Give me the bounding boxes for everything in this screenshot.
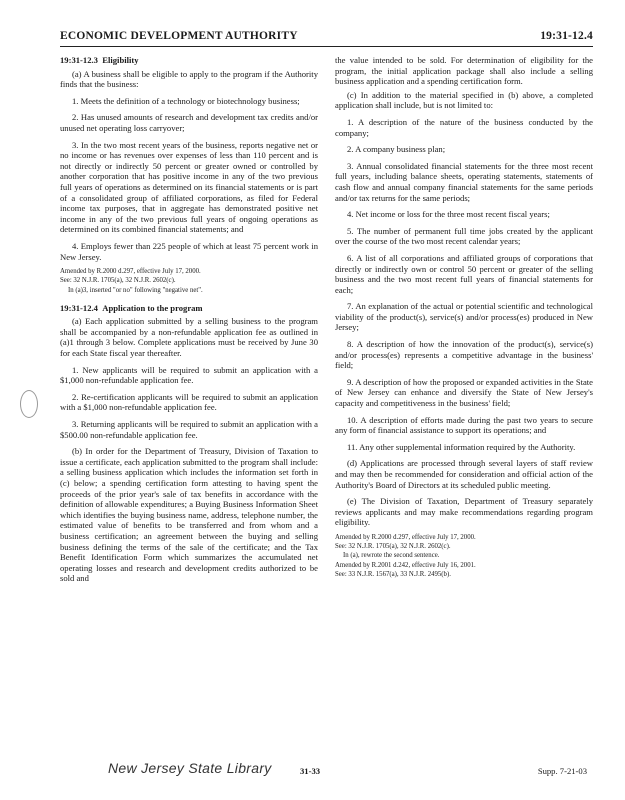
history-note: Amended by R.2001 d.242, effective July 16, 2001. <box>335 561 476 569</box>
supplement-date: Supp. 7-21-03 <box>537 766 587 776</box>
paragraph: (e) The Division of Taxation, Department of Treasury separately reviews applicants and may make recommendations regarding program eligibility. <box>335 496 593 528</box>
list-item: 3. Annual consolidated financial statements for the three most recent full years, including balance sheets, operating statements, statements of cash flow and annual company financial statements for the same periods and/or tax returns for the same periods; <box>335 160 593 203</box>
list-item: 1. Meets the definition of a technology or biotechnology business; <box>72 95 300 106</box>
list-item: 6. A list of all corporations and affiliated groups of corporations that directly or indirectly own or control 50 percent or greater of the selling business and the two most recent full years of financial statements for each; <box>335 252 593 295</box>
list-item: 1. New applicants will be required to submit an application with a $1,000 non-refundable application fee. <box>60 364 318 386</box>
paragraph: (a) Each application submitted by a selling business to the program shall be accompanied by a non-refundable application fee as outlined in (a)1 through 3 below. Complete applications must be received by June 30 for each State fiscal year thereafter. <box>60 316 318 359</box>
history-note: In (a), rewrote the second sentence. <box>343 552 440 560</box>
paragraph: (c) In addition to the material specified in (b) above, a completed application shall include, but is not limited to: <box>335 89 593 111</box>
section-number: 19:31-12.3 <box>60 55 98 65</box>
list-item: 3. In the two most recent years of the business, reports negative net or no income or has revenues over expenses of less than 110 percent and is not directly or indirectly 50 percent or greater owned or controlled by another corporation that has positive income in any of the two previous full years of operations as determined on its financial statements or is part of a consolidated group of affiliated corporations, as filed for Federal income tax purposes, that in aggregate has demonstrated positive net income in any of the two previous full years of ongoing operations as determined on its combined financial statements; and <box>60 139 318 235</box>
margin-mark <box>20 390 38 418</box>
list-item: 10. A description of efforts made during the past two years to secure any form of financial assistance to support its operations; and <box>335 414 593 436</box>
paragraph: (b) In order for the Department of Treasury, Division of Taxation to issue a certificate, each application submitted to the program shall include: a selling business application which includes the information set forth in (c) below; a spending certification form attesting to having spent the proceeds of the prior year's sale of tax benefits in accordance with the definition of allowable expenditures; a Buying Business Information Sheet which identifies the buying business name, address, telephone number, the estimated value of benefits to be transferred and from whom and a business certification; an agreement between the buying and selling business defining the terms of the sale of the certificate; and the Tax Benefit Identification Form which summarizes the accumulated net operating losses and research and development credits authorized to be sold and <box>60 446 318 584</box>
list-item: 2. Re-certification applicants will be required to submit an application with a $1,000 non-refundable application fee. <box>60 391 318 413</box>
list-item: 2. Has unused amounts of research and development tax credits and/or unused net operating loss carryover; <box>60 112 318 133</box>
list-item: 11. Any other supplemental information required by the Authority. <box>347 441 576 452</box>
paragraph: the value intended to be sold. For determination of eligibility for the program, the initial application package shall also include a selling business application and a spending certification form. <box>335 55 593 87</box>
header-rule <box>60 46 593 47</box>
list-item: 4. Employs fewer than 225 people of which at least 75 percent work in New Jersey. <box>60 240 318 262</box>
page-number: 31-33 <box>300 766 321 776</box>
history-note: In (a)3, inserted "or no" following "negative net". <box>68 286 203 294</box>
history-note: See: 32 N.J.R. 1705(a), 32 N.J.R. 2602(c). <box>60 277 176 285</box>
right-column <box>335 55 593 580</box>
list-item: 5. The number of permanent full time jobs created by the applicant over the course of the two most recent calendar years; <box>335 225 593 247</box>
list-item: 1. A description of the nature of the business conducted by the company; <box>335 116 593 138</box>
history-note: Amended by R.2000 d.297, effective July 17, 2000. <box>335 533 476 541</box>
header-section: 19:31-12.4 <box>540 30 593 42</box>
paragraph: (a) A business shall be eligible to apply to the program if the Authority finds that the business: <box>60 68 318 90</box>
section-title: Eligibility <box>102 55 139 65</box>
section-title: Application to the program <box>102 302 203 313</box>
header-title: ECONOMIC DEVELOPMENT AUTHORITY <box>60 30 298 42</box>
history-note: See: 32 N.J.R. 1705(a), 32 N.J.R. 2602(c). <box>335 543 451 551</box>
section-heading <box>60 303 318 314</box>
list-item: 4. Net income or loss for the three most recent fiscal years; <box>347 209 550 220</box>
history-note: See: 33 N.J.R. 1567(a), 33 N.J.R. 2495(b). <box>335 570 451 578</box>
list-item: 7. An explanation of the actual or potential scientific and technological viability of the product(s), service(s) and/or process(es) produced in New Jersey; <box>335 301 593 333</box>
list-item: 8. A description of how the innovation of the product(s), service(s) and/or process(es) represents a competitive advantage in the business' field; <box>335 339 593 371</box>
list-item: 3. Returning applicants will be required to submit an application with a $500.00 non-refundable application fee. <box>60 419 318 440</box>
left-column <box>60 55 318 590</box>
section-number: 19:31-12.4 <box>60 302 98 313</box>
list-item: 9. A description of how the proposed or expanded activities in the State of New Jersey can enhance and diversify the State of New Jersey's capacity and competitiveness in the business' field; <box>335 376 593 409</box>
history-note: Amended by R.2000 d.297, effective July 17, 2000. <box>60 268 201 276</box>
library-stamp: New Jersey State Library <box>108 760 272 776</box>
running-header <box>60 30 593 42</box>
section-heading <box>60 55 318 66</box>
list-item: 2. A company business plan; <box>347 144 446 155</box>
paragraph: (d) Applications are processed through several layers of staff review and may then be recommended for consideration and official action of the Authority's Board of Directors at its scheduled public meeting. <box>335 458 593 490</box>
